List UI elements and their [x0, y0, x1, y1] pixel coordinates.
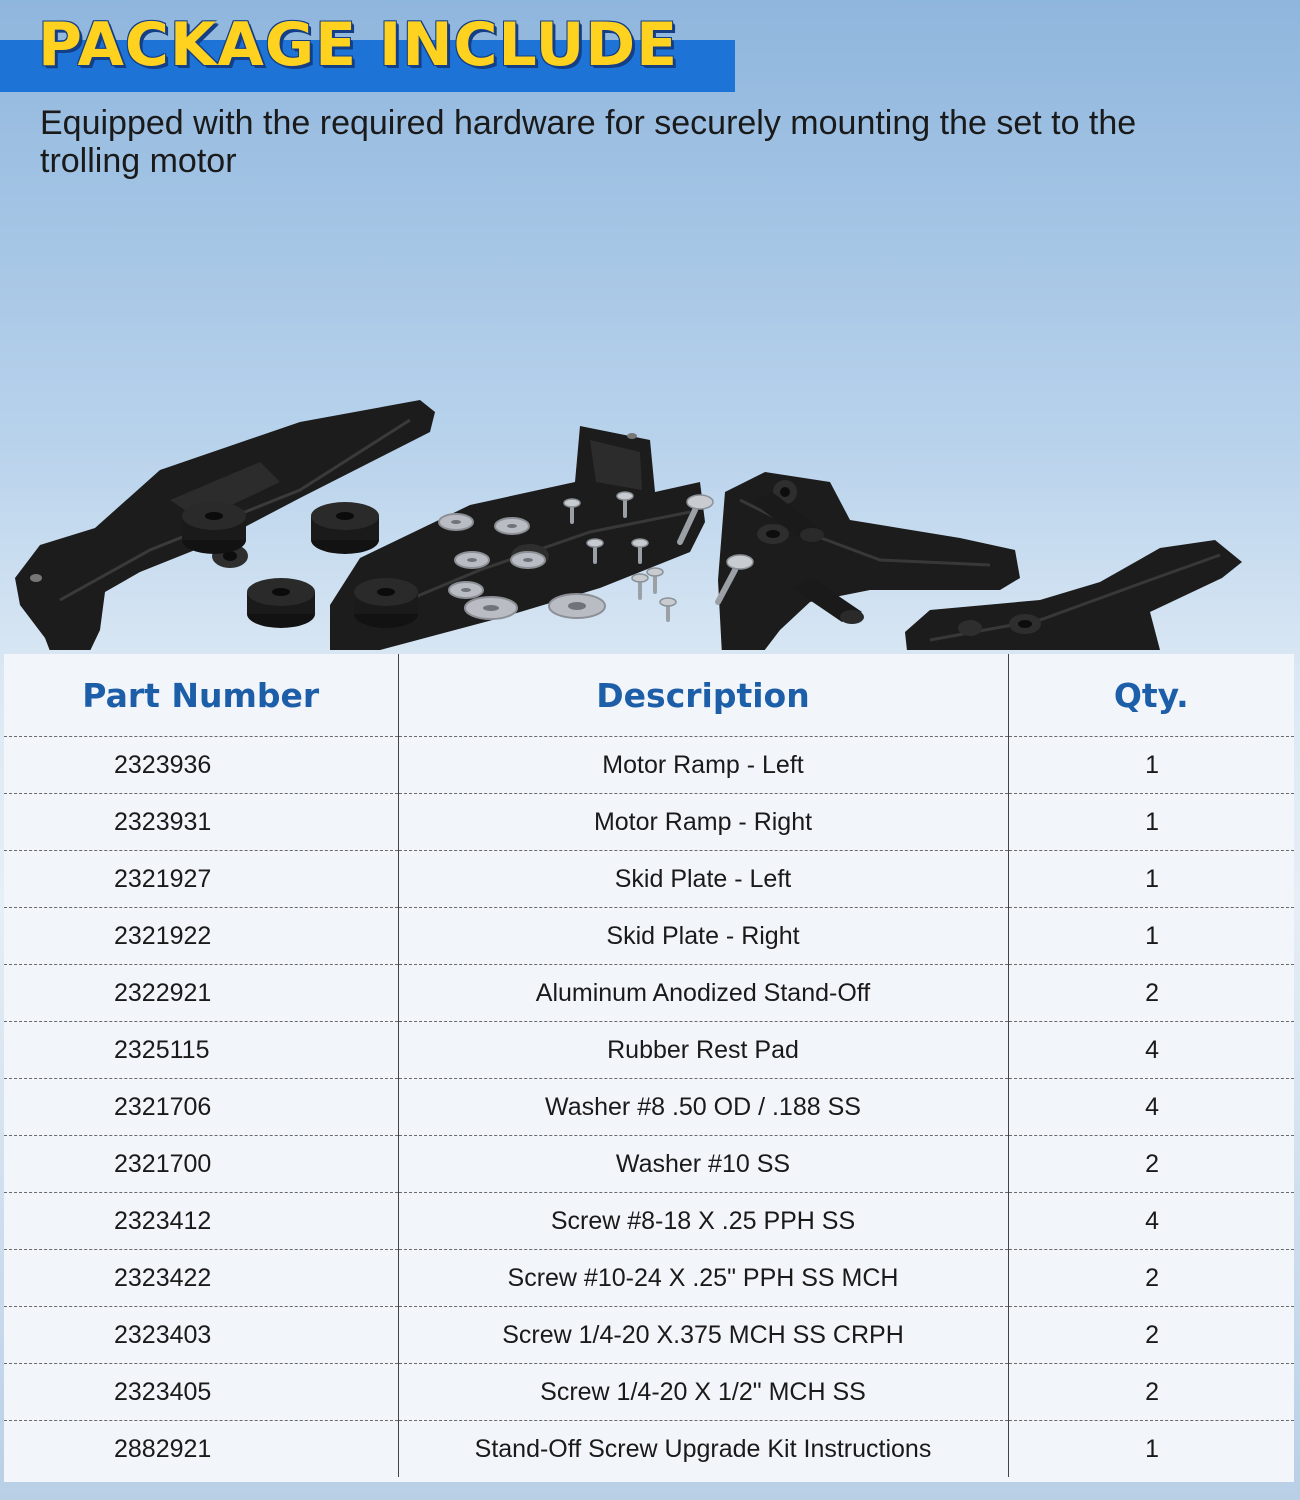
- table-row: [4, 1307, 1294, 1364]
- qty-cell: 2: [1008, 1136, 1294, 1193]
- part-number-cell: 2882921: [4, 1421, 398, 1478]
- description-header: Description: [398, 654, 1008, 737]
- parts-table-panel: [4, 654, 1294, 1482]
- table-row: [4, 1136, 1294, 1193]
- table-row: [4, 965, 1294, 1022]
- qty-cell: 2: [1008, 1250, 1294, 1307]
- qty-cell: 2: [1008, 965, 1294, 1022]
- description-cell: Rubber Rest Pad: [398, 1022, 1008, 1079]
- qty-cell: 1: [1145, 1434, 1159, 1463]
- part-number-cell: 2323936: [4, 737, 398, 794]
- description-cell: Screw 1/4-20 X 1/2" MCH SS: [398, 1364, 1008, 1421]
- description-cell: Motor Ramp - Right: [398, 794, 1008, 851]
- table-row: [4, 1022, 1294, 1079]
- description-cell: Washer #10 SS: [398, 1136, 1008, 1193]
- description-cell: Aluminum Anodized Stand-Off: [398, 965, 1008, 1022]
- qty-cell: 4: [1008, 1079, 1294, 1136]
- qty-header: Qty.: [1008, 654, 1294, 737]
- part-number-cell: 2323931: [4, 794, 398, 851]
- part-number-cell: 2321922: [4, 908, 398, 965]
- table-row: [4, 1364, 1294, 1421]
- table-header-row: [4, 654, 1294, 737]
- table-row: [4, 737, 1294, 794]
- part-number-header: Part Number: [4, 654, 398, 737]
- description-cell: Stand-Off Screw Upgrade Kit Instructions: [398, 1421, 1008, 1478]
- part-number-cell: 2323412: [4, 1193, 398, 1250]
- description-cell: Washer #8 .50 OD / .188 SS: [398, 1079, 1008, 1136]
- table-row: [4, 1193, 1294, 1250]
- table-row: [4, 1079, 1294, 1136]
- table-row: [4, 1421, 1294, 1478]
- part-number-cell: 2322921: [4, 965, 398, 1022]
- qty-cell: 1: [1008, 737, 1294, 794]
- parts-table: [4, 654, 1294, 1477]
- part-number-cell: 2323422: [4, 1250, 398, 1307]
- table-row: [4, 851, 1294, 908]
- description-cell: Screw 1/4-20 X.375 MCH SS CRPH: [398, 1307, 1008, 1364]
- part-number-cell: 2321927: [4, 851, 398, 908]
- qty-cell: 1: [1008, 851, 1294, 908]
- qty-cell: 2: [1008, 1364, 1294, 1421]
- qty-cell: 1: [1008, 908, 1294, 965]
- part-number-cell: 2321706: [4, 1079, 398, 1136]
- product-photo: [0, 200, 1300, 650]
- part-number-cell: 2325115: [4, 1022, 398, 1079]
- description-cell: Skid Plate - Right: [398, 908, 1008, 965]
- page-title: PACKAGE INCLUDE: [38, 10, 679, 80]
- qty-cell: 4: [1008, 1022, 1294, 1079]
- description-cell: Screw #10-24 X .25" PPH SS MCH: [398, 1250, 1008, 1307]
- part-number-cell: 2323405: [4, 1364, 398, 1421]
- table-row: [4, 908, 1294, 965]
- description-cell: Motor Ramp - Left: [398, 737, 1008, 794]
- description-cell: Skid Plate - Left: [398, 851, 1008, 908]
- qty-cell: 2: [1008, 1307, 1294, 1364]
- table-row: [4, 1250, 1294, 1307]
- qty-cell: 4: [1008, 1193, 1294, 1250]
- qty-cell: 1: [1008, 794, 1294, 851]
- subtitle: Equipped with the required hardware for securely mounting the set to the trolling motor: [40, 104, 1137, 180]
- table-row: [4, 794, 1294, 851]
- part-number-cell: 2323403: [4, 1307, 398, 1364]
- part-number-cell: 2321700: [4, 1136, 398, 1193]
- description-cell: Screw #8-18 X .25 PPH SS: [398, 1193, 1008, 1250]
